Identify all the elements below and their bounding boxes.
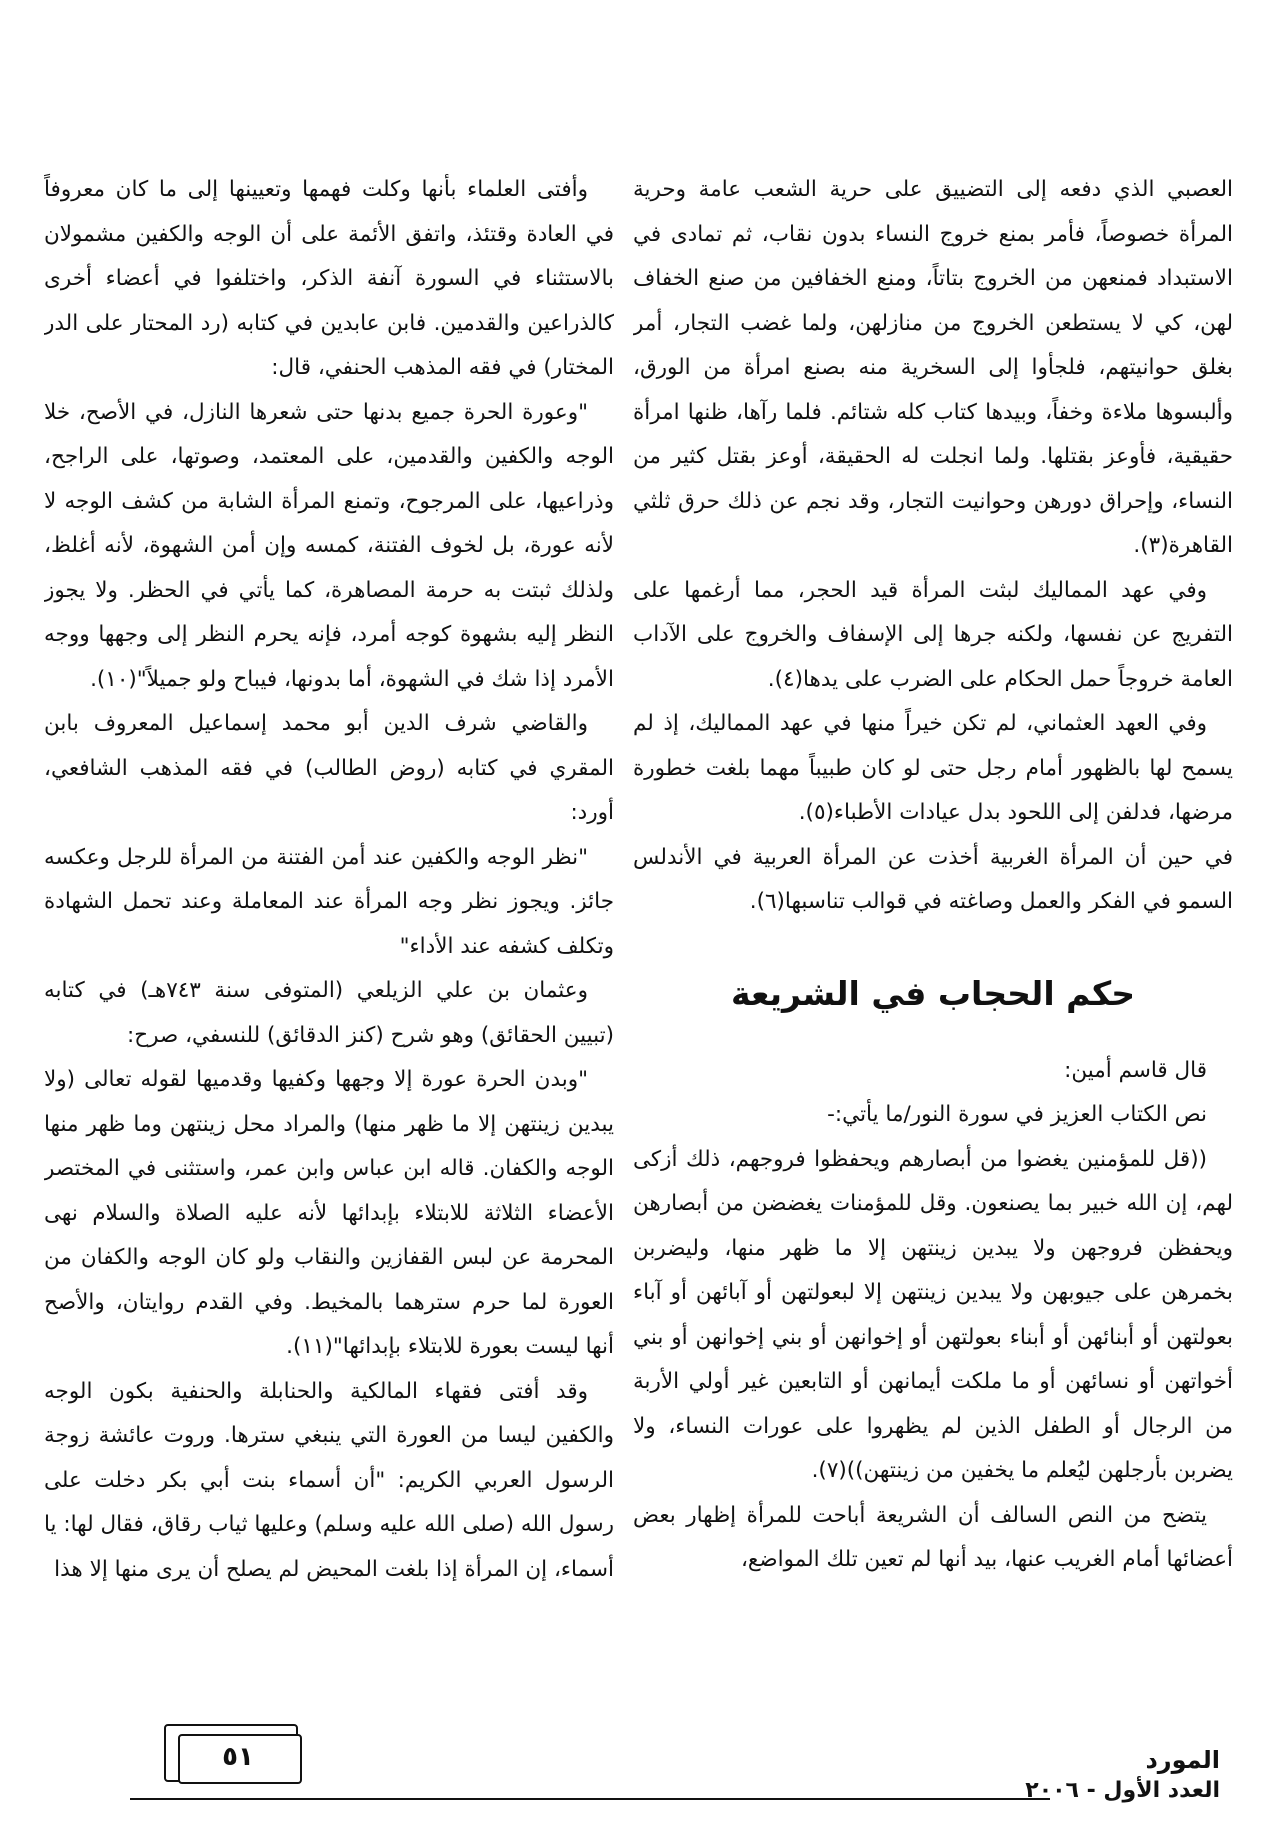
paragraph: يتضح من النص السالف أن الشريعة أباحت للمرأة إظهار بعض أعضائها أمام الغريب عنها، بيد أنها لم تعين تلك المواضع،: [633, 1502, 1233, 1572]
left-column: [44, 168, 614, 1623]
page-number: ٥١: [222, 1742, 254, 1772]
paragraph: وعثمان بن علي الزيلعي (المتوفى سنة ٧٤٣هـ) في كتابه (تبيين الحقائق) وهو شرح (كنز الدقائق) للنسفي، صرح:: [44, 978, 614, 1048]
section-heading: حكم الحجاب في الشريعة: [731, 973, 1135, 1013]
paragraph: والقاضي شرف الدين أبو محمد إسماعيل المعروف بابن المقري في كتابه (روض الطالب) في فقه المذهب الشافعي، أورد:: [44, 711, 614, 825]
issue-label: العدد الأول - ٢٠٠٦: [1025, 1778, 1220, 1803]
right-column: [633, 168, 1233, 1623]
paragraph: العصبي الذي دفعه إلى التضييق على حرية الشعب عامة وحرية المرأة خصوصاً، فأمر بمنع خروج النساء بدون نقاب، ثم تمادى في الاستبداد فمنعهن من الخروج بتاتاً، ومنع الخفافين من صنع الخفاف لهن، كي لا يستطعن الخروج من منازلهن، ولما غضب التجار، أمر بغلق حوانيتهم، فلجأوا إلى السخرية منه بصنع امرأة من الورق، وألبسوها ملاءة وخفاً، وبيدها كتاب كله شتائم. فلما رآها، ظنها امرأة حقيقية، فأوعز بقتلها. ولما انجلت له الحقيقة، أوعز بقتل كثير من النساء، وإحراق دورهن وحوانيت التجار، وقد نجم عن ذلك حرق ثلثي القاهرة(٣).: [633, 177, 1233, 558]
paragraph: قال قاسم أمين:: [1064, 1057, 1207, 1083]
paragraph: "نظر الوجه والكفين عند أمن الفتنة من المرأة للرجل وعكسه جائز. ويجوز نظر وجه المرأة عند المعاملة وعند تحمل الشهادة وتكلف كشفه عند الأداء": [44, 844, 614, 959]
page-footer: [40, 1700, 1240, 1810]
paragraph: ((قل للمؤمنين يغضوا من أبصارهم ويحفظوا فروجهم، ذلك أزكى لهم، إن الله خبير بما يصنعون. وقل للمؤمنات يغضضن من أبصارهن ويحفظن فروجهن ولا يبدين زينتهن إلا ما ظهر منها، وليضربن بخمرهن على جيوبهن ولا يبدين زينتهن إلا لبعولتهن أو آبائهن أو آباء بعولتهن أو أبنائهن أو أبناء بعولتهن أو إخوانهن أو بني إخوانهن أو بني أخواتهن أو نسائهن أو ما ملكت أيمانهن أو التابعين غير أولي الأربة من الرجال أو الطفل الذين لم يظهروا على عورات النساء، ولا يضربن بأرجلهن ليُعلم ما يخفين من زينتهن))(٧).: [633, 1146, 1233, 1483]
footer-rule: [130, 1798, 1050, 1800]
paragraph: وفي العهد العثماني، لم تكن خيراً منها في عهد المماليك، إذ لم يسمح لها بالظهور أمام رجل حتى لو كان طبيباً مهما بلغت خطورة مرضها، فدلفن إلى اللحود بدل عيادات الأطباء(٥).: [633, 711, 1233, 825]
paragraph: "وبدن الحرة عورة إلا وجهها وكفيها وقدميها لقوله تعالى (ولا يبدين زينتهن إلا ما ظهر منها) والمراد محل زينتهن وما ظهر منها الوجه والكفان. قاله ابن عباس وابن عمر، واستثنى في المختصر الأعضاء الثلاثة للابتلاء بإبدائها لأنه عليه الصلاة والسلام نهى المحرمة عن لبس القفازين والنقاب ولو كان الوجه والكفان من العورة لما حرم سترهما بالمخيط. وفي القدم روايتان، والأصح أنها ليست بعورة للابتلاء بإبدائها"(١١).: [44, 1067, 614, 1359]
paragraph: وفي عهد المماليك لبثت المرأة قيد الحجر، مما أرغمها على التفريج عن نفسها، ولكنه جرها إلى الإسفاف والخروج على الآداب العامة خروجاً حمل الحكام على الضرب على يدها(٤).: [633, 577, 1233, 692]
paragraph: وأفتى العلماء بأنها وكلت فهمها وتعيينها إلى ما كان معروفاً في العادة وقتئذ، واتفق الأئمة على أن الوجه والكفين مشمولان بالاستثناء في السورة آنفة الذكر، واختلفوا في أعضاء أخرى كالذراعين والقدمين. فابن عابدين في كتابه (رد المحتار على الدر المختار) في فقه المذهب الحنفي، قال:: [44, 177, 614, 380]
paragraph: نص الكتاب العزيز في سورة النور/ما يأتي:-: [827, 1102, 1207, 1127]
paragraph: وقد أفتى فقهاء المالكية والحنابلة والحنفية بكون الوجه والكفين ليسا من العورة التي ينبغي سترها. وروت عائشة زوجة الرسول العربي الكريم: "أن أسماء بنت أبي بكر دخلت على رسول الله (صلى الله عليه وسلم) وعليها ثياب رقاق، فقال لها: يا أسماء، إن المرأة إذا بلغت المحيض لم يصلح أن يرى منها إلا هذا: [44, 1378, 614, 1582]
magazine-name: المورد: [1145, 1746, 1220, 1774]
paragraph: "وعورة الحرة جميع بدنها حتى شعرها النازل، في الأصح، خلا الوجه والكفين والقدمين، على المعتمد، وصوتها، على الراجح، وذراعيها، على المرجوح، وتمنع المرأة الشابة من كشف الوجه لا لأنه عورة، بل لخوف الفتنة، كمسه وإن أمن الشهوة، لأنه أغلظ، ولذلك ثبتت به حرمة المصاهرة، كما يأتي في الحظر. ولا يجوز النظر إليه بشهوة كوجه أمرد، فإنه يحرم النظر إلى وجهها ووجه الأمرد إذا شك في الشهوة، أما بدونها، فيباح ولو جميلاً"(١٠).: [44, 399, 614, 692]
page-number-box: [158, 1720, 308, 1798]
paragraph: في حين أن المرأة الغربية أخذت عن المرأة العربية في الأندلس السمو في الفكر والعمل وصاغته في قوالب تناسبها(٦).: [633, 844, 1233, 914]
